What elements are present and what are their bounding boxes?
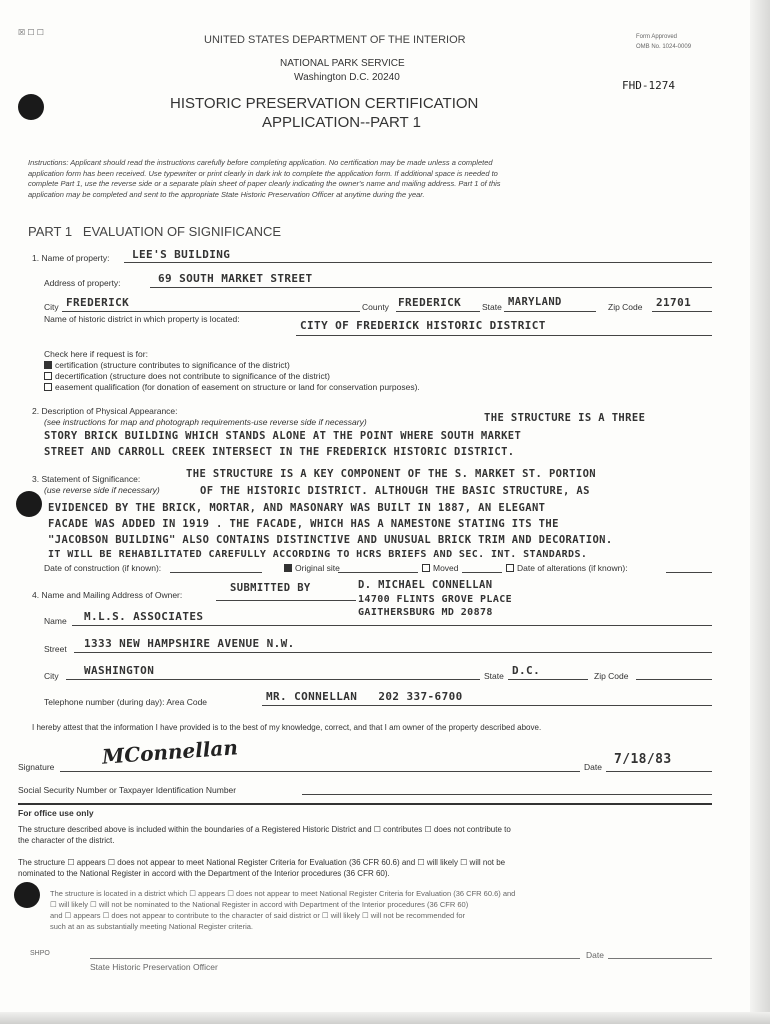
property-city-label: City bbox=[44, 302, 59, 312]
description-line-3[interactable]: STREET AND CARROLL CREEK INTERSECT IN THE FREDERICK HISTORIC DISTRICT. bbox=[44, 446, 515, 458]
instructions-line: Instructions: Applicant should read the instructions carefully before completing application. No certification may be made unless a completed bbox=[28, 158, 493, 167]
alterations-label: Date of alterations (if known): bbox=[517, 563, 628, 573]
attestation: I hereby attest that the information I have provided is to the best of my knowledge, correct, and that I am owner of the property described above. bbox=[32, 723, 542, 732]
instructions-line: application form has been received. Use typewriter or print clearly in dark ink to complete the application form. If additional space is needed to bbox=[28, 168, 498, 178]
historic-district-value[interactable]: CITY OF FREDERICK HISTORIC DISTRICT bbox=[300, 319, 546, 332]
moved-checkbox[interactable] bbox=[422, 564, 430, 572]
office-use-text: The structure described above is included within the boundaries of a Registered Historic District and ☐ contributes ☐ does not contribute to bbox=[18, 825, 511, 834]
form-title-line-2: APPLICATION--PART 1 bbox=[262, 114, 421, 131]
property-zip-value[interactable]: 21701 bbox=[656, 296, 692, 309]
original-site-checkbox[interactable] bbox=[284, 564, 292, 572]
property-address-label: Address of property: bbox=[44, 278, 121, 288]
description-line-2[interactable]: STORY BRICK BUILDING WHICH STANDS ALONE AT THE POINT WHERE SOUTH MARKET bbox=[44, 430, 522, 442]
significance-line-1[interactable]: THE STRUCTURE IS A KEY COMPONENT OF THE S. MARKET ST. PORTION bbox=[186, 468, 597, 480]
description-sublabel: (see instructions for map and photograph requirements-use reverse side if necessary) bbox=[44, 417, 367, 427]
moved-option[interactable] bbox=[422, 563, 459, 573]
request-certification-label: certification (structure contributes to significance of the district) bbox=[55, 360, 290, 370]
punch-hole-icon bbox=[16, 491, 42, 517]
date-label: Date bbox=[584, 762, 602, 772]
instructions bbox=[28, 158, 740, 200]
office-use-para-3 bbox=[50, 888, 515, 932]
owner-name-value[interactable]: M.L.S. ASSOCIATES bbox=[84, 610, 204, 623]
request-decertification[interactable] bbox=[44, 371, 330, 381]
property-name-label: 1. Name of property: bbox=[32, 253, 110, 263]
owner-city-label: City bbox=[44, 671, 59, 681]
request-heading: Check here if request is for: bbox=[44, 349, 148, 359]
owner-state-label: State bbox=[484, 671, 504, 681]
significance-sublabel: (use reverse side if necessary) bbox=[44, 485, 160, 495]
service-heading: NATIONAL PARK SERVICE bbox=[280, 58, 405, 69]
date-value[interactable]: 7/18/83 bbox=[614, 752, 672, 767]
property-county-value[interactable]: FREDERICK bbox=[398, 296, 462, 309]
request-easement-label: easement qualification (for donation of easement on structure or land for conservation purposes). bbox=[55, 382, 420, 392]
submitter-name[interactable]: D. MICHAEL CONNELLAN bbox=[358, 579, 493, 591]
office-use-text: nominated to the National Register in accord with the Department of the Interior procedures (36 CFR 60). bbox=[18, 869, 390, 878]
instructions-line: complete Part 1, use the reverse side or a separate plain sheet of paper clearly indicating the owner's name and mailing address. Part 1 of this bbox=[28, 179, 501, 188]
owner-label: 4. Name and Mailing Address of Owner: bbox=[32, 590, 183, 600]
property-state-value[interactable]: MARYLAND bbox=[508, 296, 562, 308]
owner-zip-label: Zip Code bbox=[594, 671, 629, 681]
shpo-officer-label: State Historic Preservation Officer bbox=[90, 962, 218, 972]
property-name-value[interactable]: LEE'S BUILDING bbox=[132, 248, 231, 261]
significance-line-6[interactable]: IT WILL BE REHABILITATED CAREFULLY ACCORDING TO HCRS BRIEFS AND SEC. INT. STANDARDS. bbox=[48, 549, 588, 560]
office-date-label: Date bbox=[586, 950, 604, 960]
office-use-heading: For office use only bbox=[18, 808, 94, 818]
property-city-value[interactable]: FREDERICK bbox=[66, 296, 130, 309]
alterations-option[interactable] bbox=[506, 563, 628, 573]
significance-line-5[interactable]: "JACOBSON BUILDING" ALSO CONTAINS DISTINCTIVE AND UNUSUAL BRICK TRIM AND DECORATION. bbox=[48, 534, 613, 546]
signature-value[interactable]: MConnellan bbox=[101, 735, 239, 769]
significance-line-4[interactable]: FACADE WAS ADDED IN 1919 . THE FACADE, WHICH HAS A NAMESTONE STATING ITS THE bbox=[48, 518, 559, 530]
significance-line-2[interactable]: OF THE HISTORIC DISTRICT. ALTHOUGH THE BASIC STRUCTURE, AS bbox=[200, 485, 590, 497]
description-label: 2. Description of Physical Appearance: bbox=[32, 406, 178, 416]
historic-district-label: Name of historic district in which property is located: bbox=[44, 314, 240, 324]
agency-address: Washington D.C. 20240 bbox=[294, 72, 400, 83]
original-site-label: Original site bbox=[295, 563, 340, 573]
ssn-label: Social Security Number or Taxpayer Identification Number bbox=[18, 785, 237, 795]
instructions-line: application may be completed and sent to the appropriate State Historic Preservation Officer at anytime during the year. bbox=[28, 189, 425, 199]
form-approval-line-2: OMB No. 1024-0009 bbox=[636, 44, 692, 50]
phone-label: Telephone number (during day): Area Code bbox=[44, 697, 208, 707]
owner-city-value[interactable]: WASHINGTON bbox=[84, 664, 155, 677]
property-address-value[interactable]: 69 SOUTH MARKET STREET bbox=[158, 272, 313, 285]
office-use-para-1 bbox=[18, 824, 511, 846]
alterations-checkbox[interactable] bbox=[506, 564, 514, 572]
construction-date-label: Date of construction (if known): bbox=[44, 563, 162, 573]
submitter-street[interactable]: 14700 FLINTS GROVE PLACE bbox=[358, 594, 513, 605]
shpo-mark: SHPO bbox=[30, 950, 50, 957]
office-use-text: The structure ☐ appears ☐ does not appear to meet National Register Criteria for Evaluation (36 CFR 60.6) and ☐ will likely ☐ will not be bbox=[18, 858, 506, 867]
decertification-checkbox[interactable] bbox=[44, 372, 52, 380]
significance-label: 3. Statement of Significance: bbox=[32, 474, 141, 484]
punch-hole-icon bbox=[18, 94, 44, 120]
owner-street-value[interactable]: 1333 NEW HAMPSHIRE AVENUE N.W. bbox=[84, 637, 295, 650]
owner-name-label: Name bbox=[44, 616, 67, 626]
property-zip-label: Zip Code bbox=[608, 302, 643, 312]
moved-label: Moved bbox=[433, 563, 459, 573]
office-use-text: ☐ will likely ☐ will not be nominated to the National Register in accord with Department of the Interior procedures (36 CFR 60) bbox=[50, 900, 469, 909]
request-decertification-label: decertification (structure does not contribute to significance of the district) bbox=[55, 371, 330, 381]
significance-line-3[interactable]: EVIDENCED BY THE BRICK, MORTAR, AND MASONARY WAS BUILT IN 1887, AN ELEGANT bbox=[48, 502, 546, 514]
owner-state-value[interactable]: D.C. bbox=[512, 664, 541, 677]
phone-value[interactable]: MR. CONNELLAN 202 337-6700 bbox=[266, 690, 463, 703]
document-number: FHD-1274 bbox=[622, 79, 675, 92]
submitted-by[interactable]: SUBMITTED BY bbox=[230, 582, 311, 594]
department-heading: UNITED STATES DEPARTMENT OF THE INTERIOR bbox=[204, 34, 466, 46]
owner-street-label: Street bbox=[44, 644, 67, 654]
office-use-text: and ☐ appears ☐ does not appear to contribute to the character of said district or ☐ will likely ☐ will not be recommended for bbox=[50, 911, 466, 920]
easement-checkbox[interactable] bbox=[44, 383, 52, 391]
punch-hole-icon bbox=[14, 882, 40, 908]
form-title-line-1: HISTORIC PRESERVATION CERTIFICATION bbox=[170, 95, 479, 112]
page-bottom-edge bbox=[0, 1012, 770, 1024]
signature-label: Signature bbox=[18, 762, 55, 772]
form-approval-line-1: Form Approved bbox=[636, 34, 678, 40]
property-county-label: County bbox=[362, 302, 389, 312]
part-heading: PART 1 EVALUATION OF SIGNIFICANCE bbox=[28, 224, 282, 239]
property-state-label: State bbox=[482, 302, 502, 312]
page-edge-shadow bbox=[750, 0, 770, 1024]
request-certification[interactable] bbox=[44, 360, 290, 370]
office-use-text: The structure is located in a district which ☐ appears ☐ does not appear to meet National Register Criteria for Evaluation (36 CFR 60.6) and bbox=[50, 889, 516, 898]
corner-marks-left: ☒ ☐ ☐ bbox=[18, 28, 44, 37]
office-use-text: the character of the district. bbox=[18, 836, 115, 845]
original-site-option[interactable] bbox=[284, 563, 340, 573]
submitter-city[interactable]: GAITHERSBURG MD 20878 bbox=[358, 607, 493, 618]
certification-checkbox[interactable] bbox=[44, 361, 52, 369]
request-easement[interactable] bbox=[44, 382, 420, 392]
office-use-text: such at an as substantially meeting National Register criteria. bbox=[50, 922, 254, 931]
office-use-para-2 bbox=[18, 857, 505, 879]
description-line-1[interactable]: THE STRUCTURE IS A THREE bbox=[484, 412, 646, 424]
